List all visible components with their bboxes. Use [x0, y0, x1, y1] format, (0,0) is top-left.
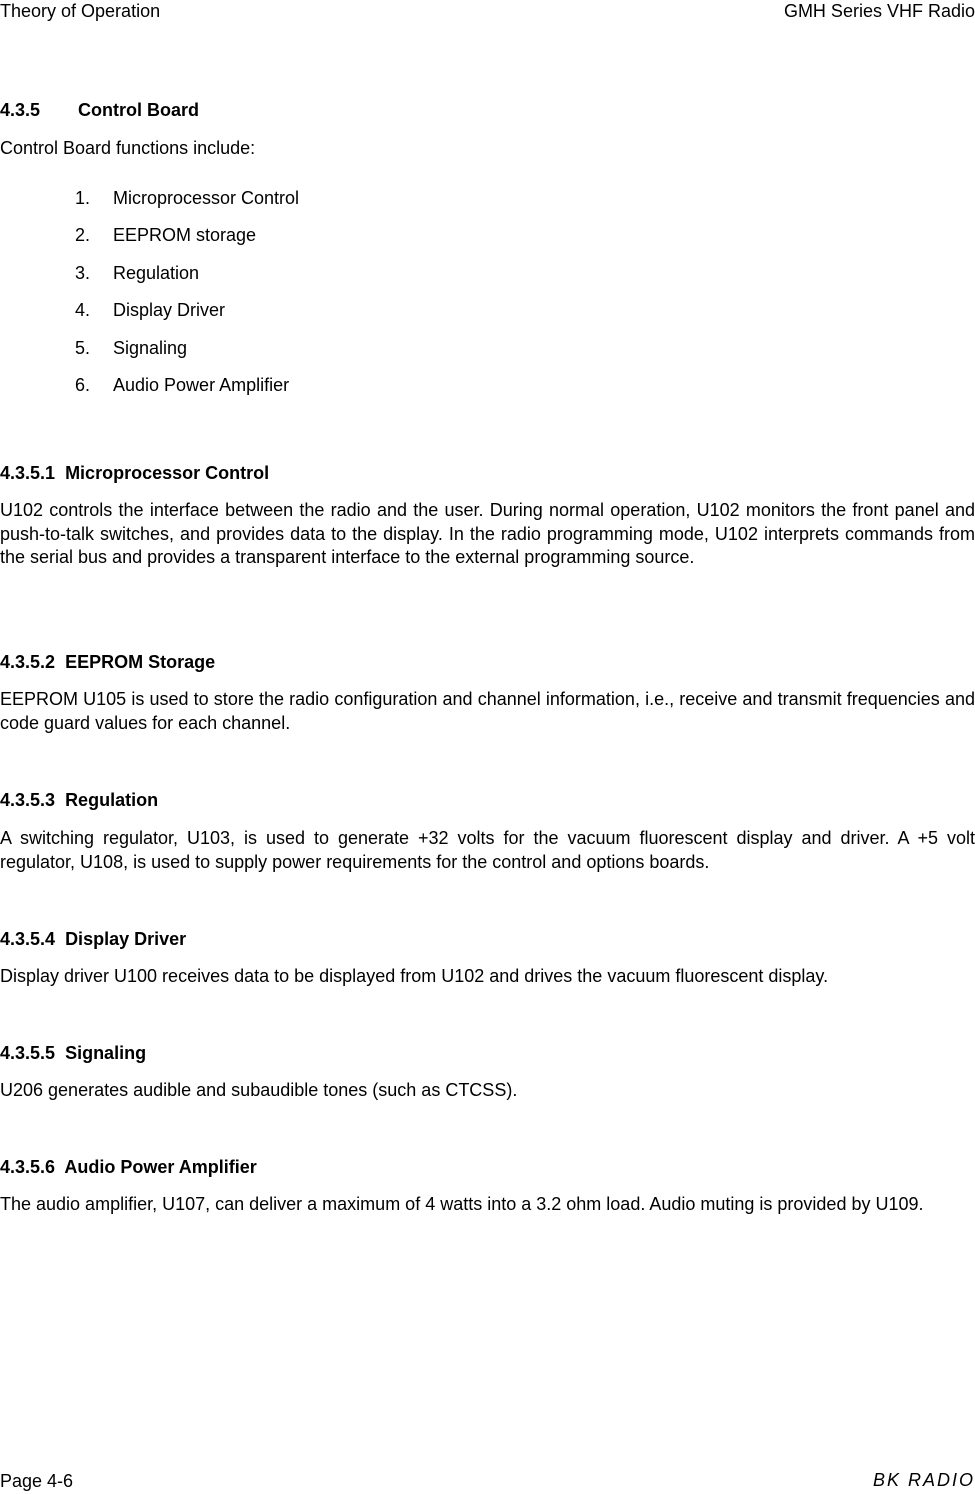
- list-item: 1. Microprocessor Control: [75, 188, 300, 208]
- section-intro: Control Board functions include:: [0, 138, 256, 158]
- footer-brand: BK RADIO: [872, 1470, 975, 1490]
- running-header-right: GMH Series VHF Radio: [783, 1, 975, 21]
- subsection-body: The audio amplifier, U107, can deliver a maximum of 4 watts into a 3.2 ohm load. Audio muting is provided by U109.: [0, 1194, 924, 1214]
- subsection-heading: 4.3.5.5 Signaling: [0, 1043, 147, 1063]
- subsection-heading: 4.3.5.3 Regulation: [0, 790, 159, 810]
- page-number: Page 4-6: [0, 1471, 74, 1491]
- running-header-left: Theory of Operation: [0, 1, 161, 21]
- subsection-heading: 4.3.5.1 Microprocessor Control: [0, 463, 270, 483]
- list-item: 2. EEPROM storage: [75, 225, 257, 245]
- list-item: 4. Display Driver: [75, 300, 226, 320]
- subsection-body: U102 controls the interface between the radio and the user. During normal operation, U102 monitors the front panel and push-to-talk switches, and provides data to the display. In the radio programming mode, U102 interprets commands from the serial bus and provides a transparent interface to the external programming source.: [0, 500, 975, 567]
- subsection-body: A switching regulator, U103, is used to generate +32 volts for the vacuum fluorescent display and driver. A +5 volt regulator, U108, is used to supply power requirements for the control and options boards.: [0, 828, 975, 872]
- subsection-heading: 4.3.5.4 Display Driver: [0, 929, 187, 949]
- subsection-body: EEPROM U105 is used to store the radio configuration and channel information, i.e., receive and transmit frequencies and code guard values for each channel.: [0, 689, 975, 733]
- section-title: Control Board: [78, 100, 200, 120]
- subsection-heading: 4.3.5.2 EEPROM Storage: [0, 652, 216, 672]
- subsection-heading: 4.3.5.6 Audio Power Amplifier: [0, 1157, 257, 1177]
- list-item: 3. Regulation: [75, 263, 200, 283]
- section-number: 4.3.5: [0, 100, 41, 120]
- section-heading: [0, 99, 199, 121]
- list-item: 5. Signaling: [75, 338, 188, 358]
- subsection-body: Display driver U100 receives data to be displayed from U102 and drives the vacuum fluorescent display.: [0, 966, 829, 986]
- subsection-body: U206 generates audible and subaudible tones (such as CTCSS).: [0, 1080, 518, 1100]
- list-item: 6. Audio Power Amplifier: [75, 375, 290, 395]
